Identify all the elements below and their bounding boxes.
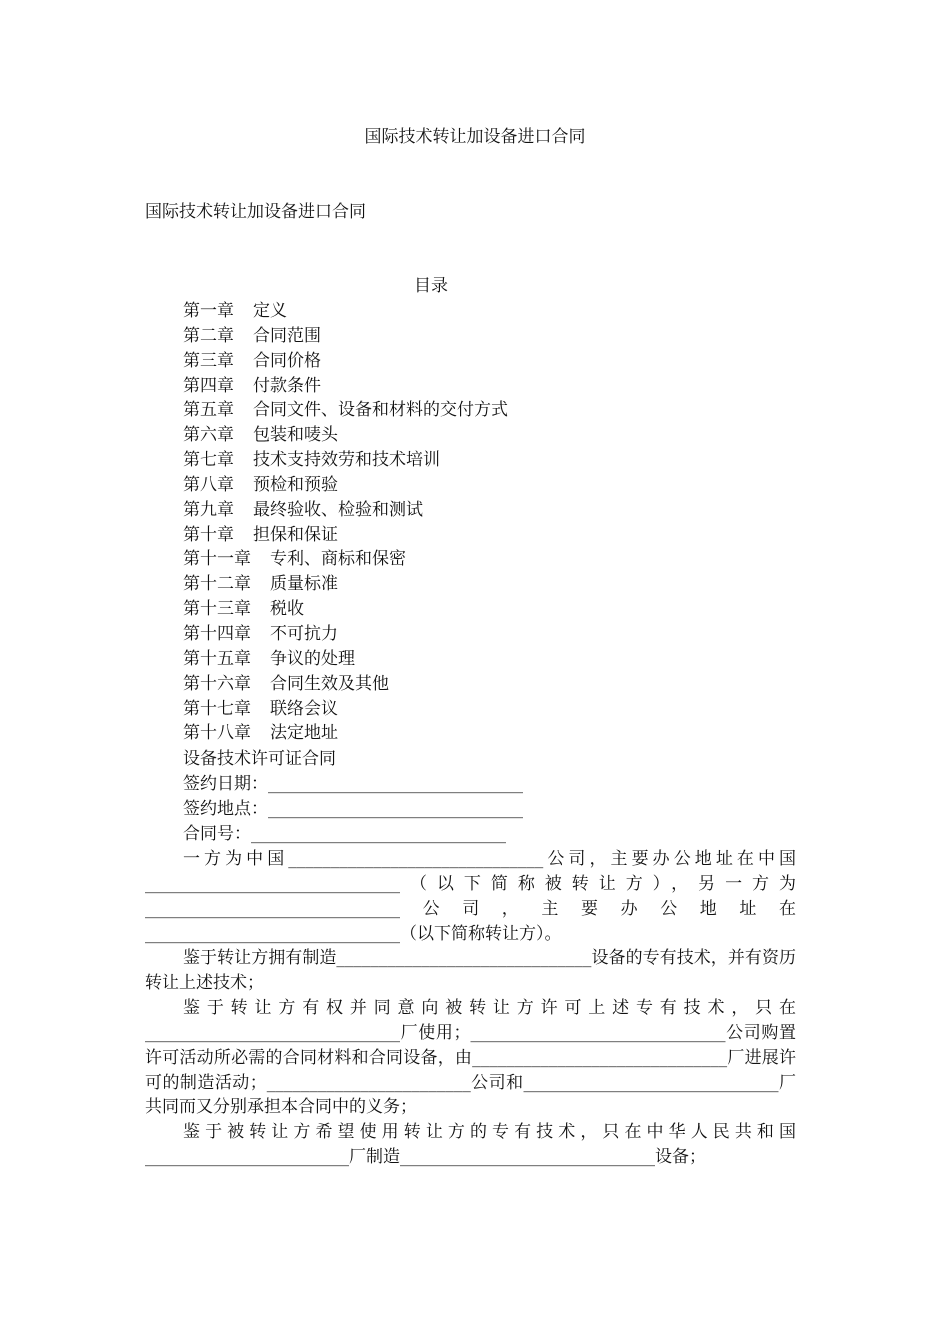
toc-item xyxy=(183,698,508,723)
table-of-contents xyxy=(183,300,508,747)
chapter-number: 第十六章 xyxy=(183,673,251,694)
chapter-number: 第十五章 xyxy=(183,648,251,669)
document-subtitle: 国际技术转让加设备进口合同 xyxy=(145,202,366,222)
chapter-number: 第十一章 xyxy=(183,549,251,570)
toc-item xyxy=(183,350,508,375)
chapter-title: 合同价格 xyxy=(253,350,321,371)
toc-item xyxy=(183,673,508,698)
chapter-number: 第五章 xyxy=(183,400,234,421)
chapter-number: 第十四章 xyxy=(183,623,251,644)
toc-item xyxy=(183,300,508,325)
contract-fields xyxy=(183,748,523,847)
chapter-title: 预检和预验 xyxy=(253,474,338,495)
toc-item xyxy=(183,598,508,623)
toc-item xyxy=(183,449,508,474)
toc-item xyxy=(183,722,508,747)
chapter-number: 第十章 xyxy=(183,524,234,545)
chapter-title: 合同文件、设备和材料的交付方式 xyxy=(253,400,508,421)
chapter-title: 争议的处理 xyxy=(270,648,355,669)
toc-item xyxy=(183,548,508,573)
toc-heading: 目录 xyxy=(414,276,448,296)
document-title: 国际技术转让加设备进口合同 xyxy=(364,127,586,147)
chapter-number: 第六章 xyxy=(183,425,234,446)
toc-item xyxy=(183,399,508,424)
paragraph-parties: 一方为中国______________________________公司，主要办公地址在中国______________________________（以下简称被转让方），另一方为______________________________公司，主要办公地址在______________________________（以下简称转让方）。 xyxy=(145,849,796,944)
chapter-title: 质量标准 xyxy=(270,574,338,595)
chapter-title: 法定地址 xyxy=(270,723,338,744)
sign-date-field: 签约日期：______________________________ xyxy=(183,773,523,794)
contract-number-field: 合同号：______________________________ xyxy=(183,823,506,844)
chapter-title: 技术支持效劳和技术培训 xyxy=(253,450,440,471)
chapter-number: 第十三章 xyxy=(183,599,251,620)
chapter-number: 第十二章 xyxy=(183,574,251,595)
chapter-title: 合同范围 xyxy=(253,325,321,346)
chapter-title: 付款条件 xyxy=(253,375,321,396)
paragraph-whereas-2: 鉴于转让方有权并同意向被转让方许可上述专有技术，只在______________________________厂使用；______________________________公司购置许可活动所必需的合同材料和合同设备，由______________________________厂进展许可的制造活动；________________________公司和______________________________厂共同而又分别承担本合同中的义务； xyxy=(145,998,796,1118)
toc-item xyxy=(183,648,508,673)
contract-body xyxy=(145,847,796,1170)
paragraph-whereas-3: 鉴于被转让方希望使用转让方的专有技术，只在中华人民共和国________________________厂制造______________________________设备； xyxy=(145,1122,796,1168)
chapter-number: 第十七章 xyxy=(183,698,251,719)
chapter-title: 合同生效及其他 xyxy=(270,673,389,694)
chapter-title: 税收 xyxy=(270,599,304,620)
chapter-number: 第九章 xyxy=(183,499,234,520)
toc-item xyxy=(183,623,508,648)
chapter-title: 联络会议 xyxy=(270,698,338,719)
chapter-title: 担保和保证 xyxy=(253,524,338,545)
chapter-title: 不可抗力 xyxy=(270,623,338,644)
toc-item xyxy=(183,424,508,449)
chapter-number: 第二章 xyxy=(183,325,234,346)
chapter-number: 第十八章 xyxy=(183,723,251,744)
chapter-title: 专利、商标和保密 xyxy=(270,549,406,570)
chapter-title: 包装和唛头 xyxy=(253,425,338,446)
toc-item xyxy=(183,375,508,400)
chapter-number: 第八章 xyxy=(183,474,234,495)
chapter-number: 第七章 xyxy=(183,450,234,471)
chapter-title: 最终验收、检验和测试 xyxy=(253,499,423,520)
toc-item xyxy=(183,474,508,499)
paragraph-whereas-1: 鉴于转让方拥有制造______________________________设备的专有技术，并有资历转让上述技术； xyxy=(145,948,796,994)
toc-item xyxy=(183,524,508,549)
chapter-number: 第三章 xyxy=(183,350,234,371)
chapter-number: 第一章 xyxy=(183,301,234,321)
contract-name: 设备技术许可证合同 xyxy=(183,749,336,769)
chapter-number: 第四章 xyxy=(183,375,234,396)
toc-item xyxy=(183,325,508,350)
toc-item xyxy=(183,573,508,598)
toc-item xyxy=(183,499,508,524)
sign-place-field: 签约地点：______________________________ xyxy=(183,798,523,819)
chapter-title: 定义 xyxy=(253,301,287,321)
